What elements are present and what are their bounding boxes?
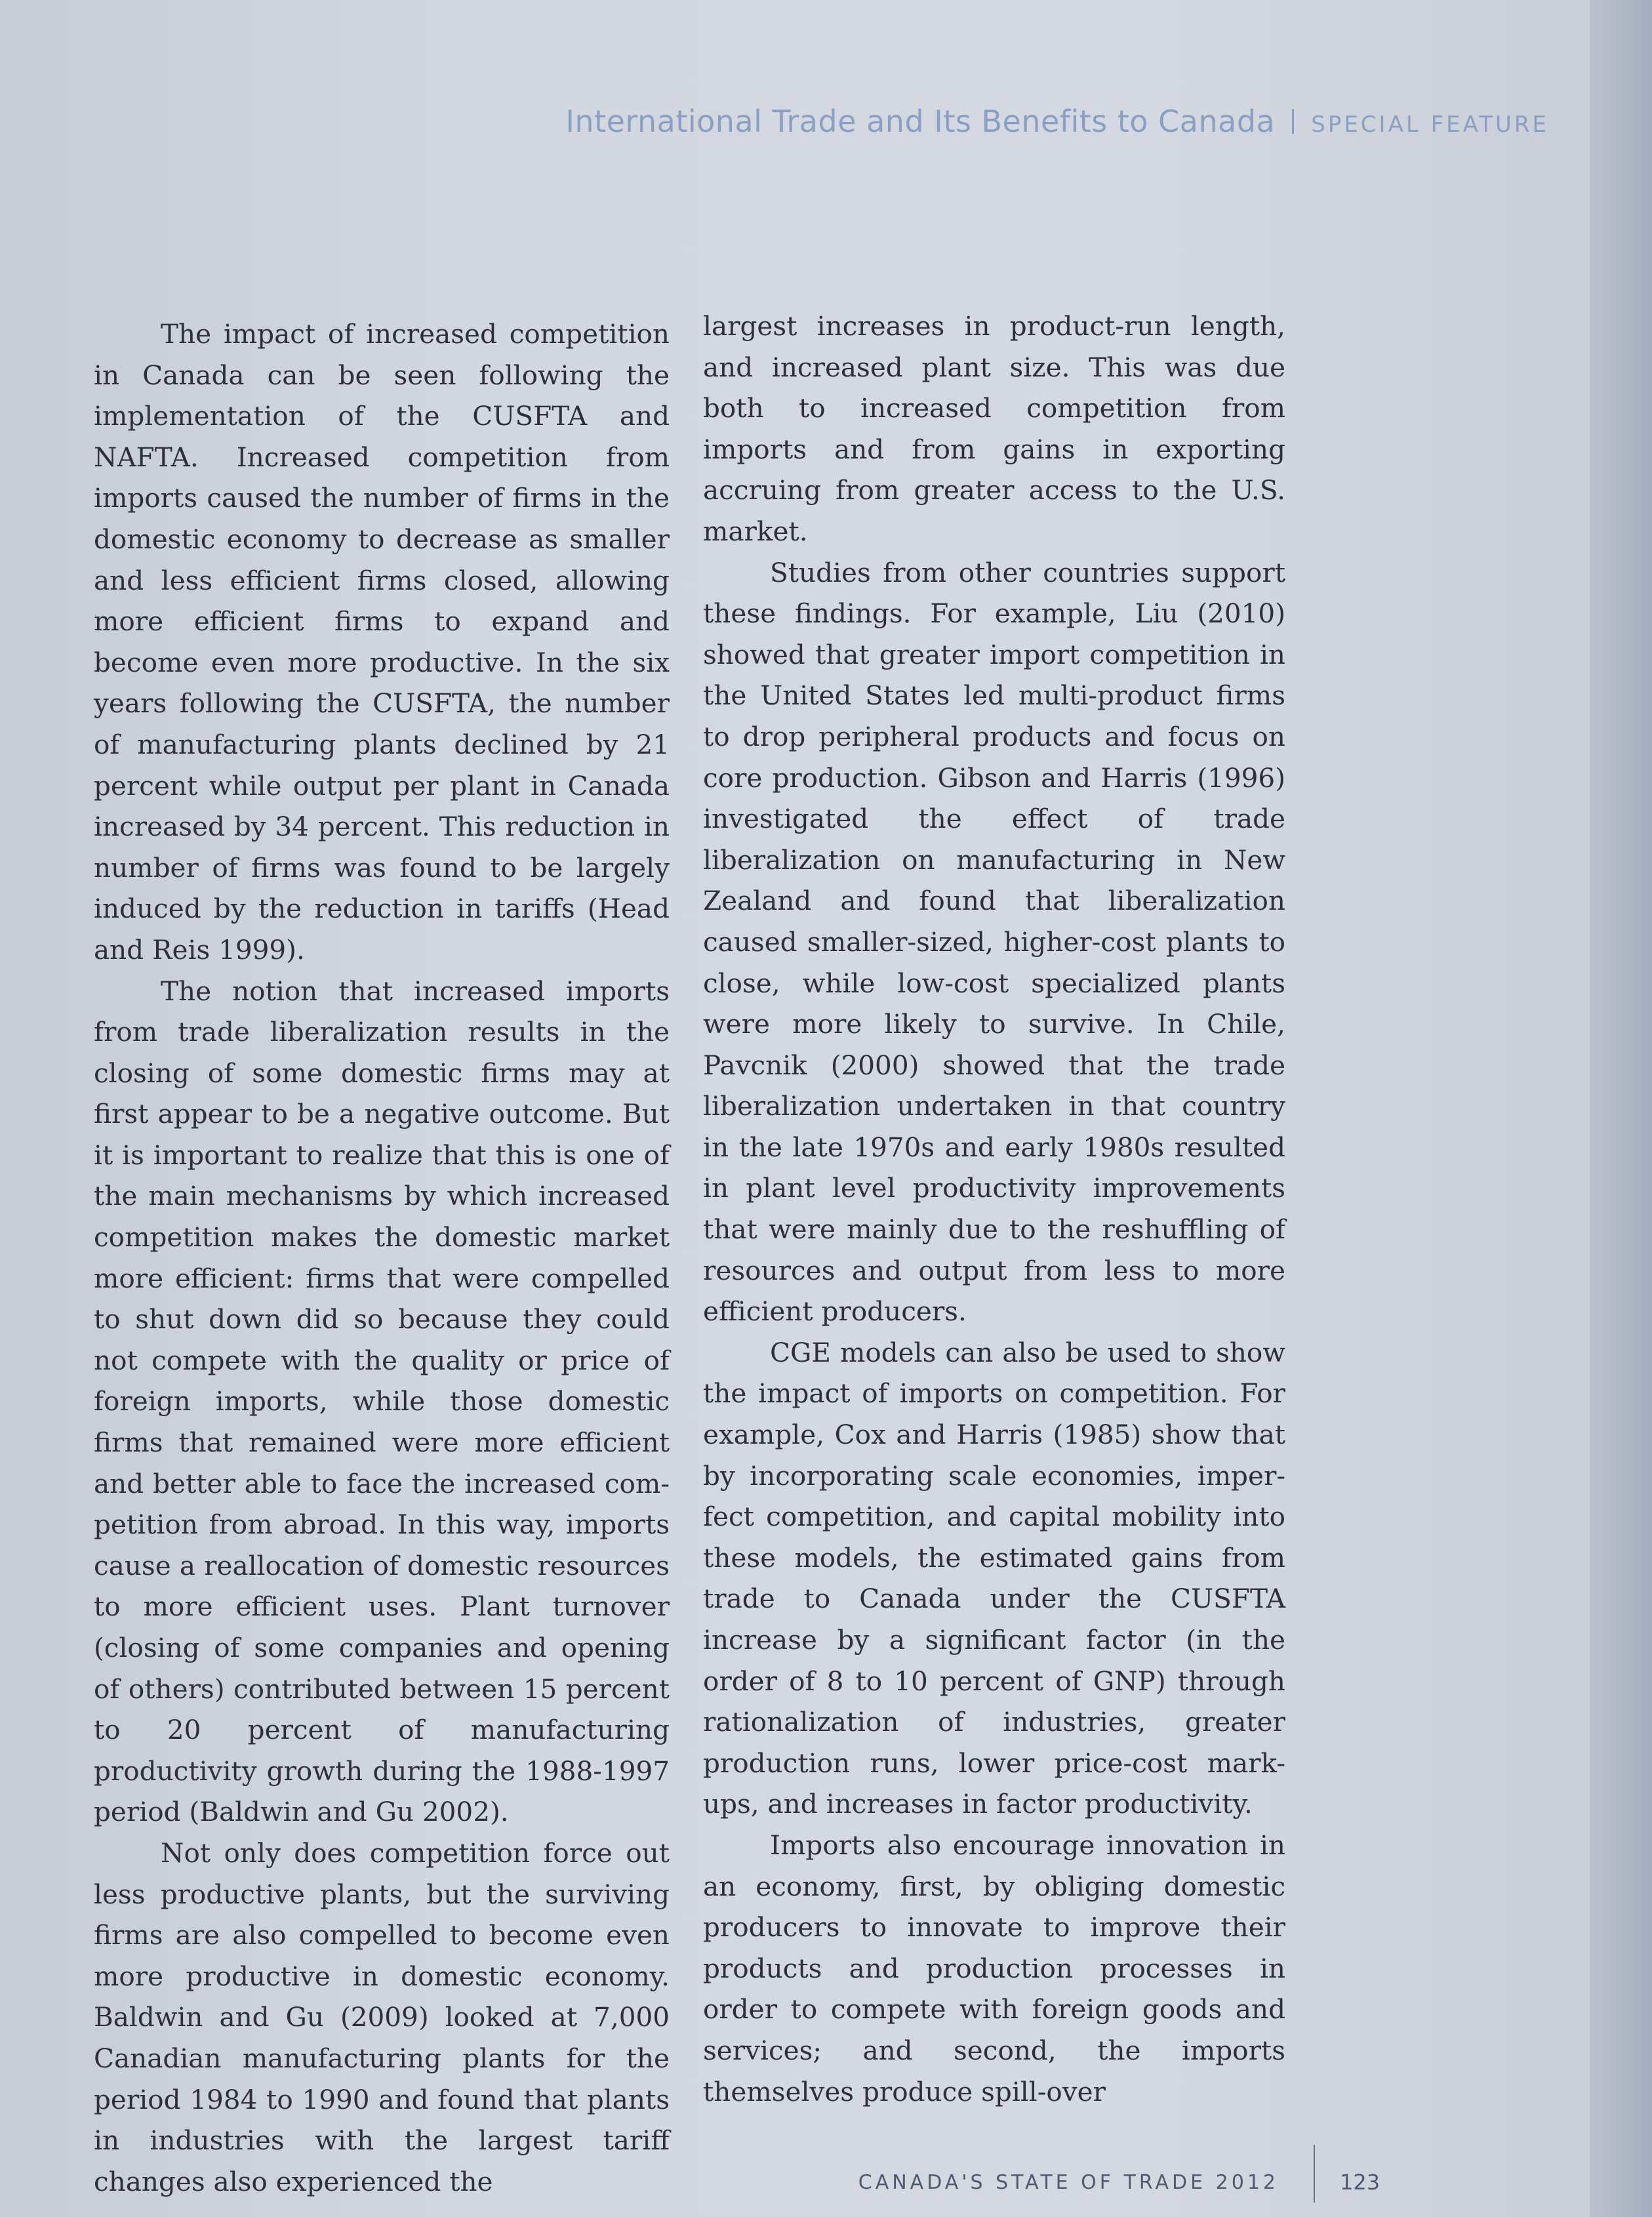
footer-publication-title: CANADA'S STATE OF TRADE 2012 [858,2171,1279,2194]
footer-divider [1314,2145,1315,2203]
paragraph: CGE models can also be used to show the impact of imports on competition. For example, Cox and Harris (1985) show that by incorporating scale economies, imperfect competition, and capital mobility into these models, the estimated gains from trade to Canada under the CUSFTA increase by a significant factor (in the order of 8 to 10 percent of GNP) through rationalization of industries, greater production runs, lower price-cost mark-ups, and increases in factor productivity. [703,1336,1285,1820]
paragraph: Studies from other countries support these findings. For example, Liu (2010) showed that greater import competition in the United States led multi-product firms to drop peripheral products and focus on core production. Gibson and Harris (1996) investigated the effect of trade liberalization on manufacturing in New Zealand and found that liberalization caused smaller-sized, higher-cost plants to close, while low-cost specialized plants were more likely to survive. In Chile, Pavcnik (2000) showed that the trade liberalization undertaken in that country in the late 1970s and early 1980s resulted in plant level productivity improvements that were mainly due to the reshuffling of resources and output from less to more efficient producers. [703,556,1285,1328]
page-number: 123 [1340,2170,1380,2195]
paragraph: The impact of increased competition in Canada can be seen following the implementation of the CUSFTA and NAFTA. Increased competition from imports caused the number of firms in the domestic economy to decrease as smaller and less efficient firms closed, allowing more efficient firms to expand and become even more productive. In the six years following the CUSFTA, the number of manufacturing plants declined by 21 percent while output per plant in Canada increased by 34 percent. This reduction in number of firms was found to be largely induced by the reduction in tariffs (Head and Reis 1999). [94,318,670,966]
left-column [94,314,670,2202]
right-column [703,306,1285,2112]
paragraph: The notion that increased imports from trade liberalization results in the closing of some domestic firms may at first appear to be a negative outcome. But it is important to realize that this is one of the main mechanisms by which increased competition makes the domestic market more efficient: firms that were compelled to shut down did so because they could not compete with the quality or price of foreign imports, while those domestic firms that remained were more efficient and better able to face the increased competition from abroad. In this way, imports cause a reallocation of domestic resources to more efficient uses. Plant turnover (closing of some companies and opening of others) contributed between 15 percent to 20 percent of manufacturing productivity growth during the 1988-1997 period (Baldwin and Gu 2002). [94,975,670,1828]
page-edge-shadow [1590,0,1652,2217]
paragraph: Imports also encourage innovation in an economy, first, by obliging domestic producers to innovate to improve their products and production processes in order to compete with foreign goods and services; and second, the imports themselves produce spill-over [703,1829,1285,2107]
header-title: International Trade and Its Benefits to Canada [565,104,1276,139]
header-divider [1292,109,1294,134]
paragraph-continuation: largest increases in product-run length, and increased plant size. This was due both to increased competition from imports and from gains in exporting accruing from greater access to the U.S. market. [703,310,1285,547]
header-section-label: SPECIAL FEATURE [1311,112,1549,138]
running-header [565,104,1549,139]
paragraph: Not only does competition force out less productive plants, but the surviving firms are also compelled to become even more productive in domestic economy. Baldwin and Gu (2009) looked at 7,000 Canadian manufacturing plants for the period 1984 to 1990 and found that plants in industries with the largest tariff changes also experienced the [94,1837,670,2197]
